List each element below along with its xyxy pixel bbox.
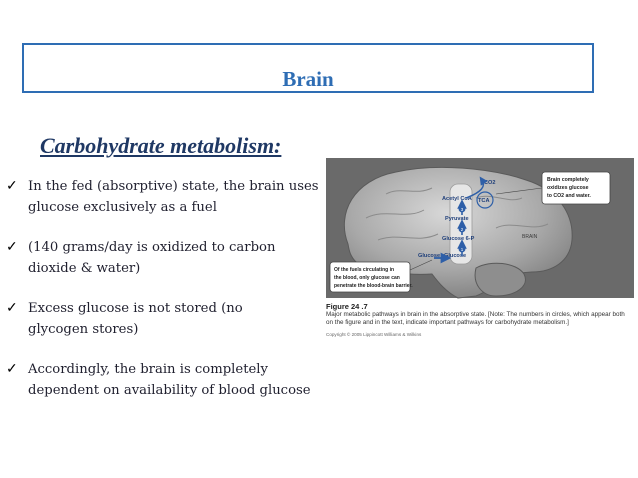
bullet-line: glycogen stores) <box>28 322 139 337</box>
figure-caption-title: Figure 24 .7 <box>326 302 368 311</box>
step-number: 3 <box>460 207 464 212</box>
bullet-item <box>6 298 324 340</box>
checkmark-icon: ✓ <box>6 300 18 316</box>
step-number: 2 <box>460 227 464 232</box>
checkmark-icon: ✓ <box>6 178 18 194</box>
bullet-item <box>6 359 324 401</box>
title-box <box>22 43 594 93</box>
callout-top-line: Brain completely <box>547 177 589 183</box>
bullet-line: (140 grams/day is oxidized to carbon <box>28 240 276 255</box>
bullet-line: dependent on availability of blood glucose <box>28 383 311 398</box>
slide-subtitle: Carbohydrate metabolism: <box>40 133 282 158</box>
acetyl-coa-label: Acetyl CoA <box>442 196 472 202</box>
co2-label: CO2 <box>484 180 496 186</box>
bullet-line: dioxide & water) <box>28 261 141 276</box>
callout-bottom-line: penetrate the blood-brain barrier. <box>334 283 413 289</box>
checkmark-icon: ✓ <box>6 361 18 377</box>
bullet-line: In the fed (absorptive) state, the brain uses <box>28 179 319 194</box>
step-number: 1 <box>460 247 464 252</box>
callout-top-line: oxidizes glucose <box>547 185 589 191</box>
pyruvate-label: Pyruvate <box>445 216 469 222</box>
callout-bottom-line: the blood, only glucose can <box>334 275 400 281</box>
tca-label: TCA <box>478 198 490 204</box>
bullet-list <box>6 176 324 420</box>
brain-label: BRAIN <box>522 234 538 240</box>
slide-title: Brain <box>282 67 334 91</box>
glucose-outer-label: Glucose <box>418 253 441 259</box>
bullet-line: Excess glucose is not stored (no <box>28 301 243 316</box>
cerebellum-shape <box>475 263 525 296</box>
figure-copyright: Copyright © 2005 Lippincott Williams & Wilkins <box>326 332 422 337</box>
callout-bottom-line: Of the fuels circulating in <box>334 267 395 273</box>
bullet-item <box>6 237 324 279</box>
glucose-inner-label: Glucose <box>444 253 467 259</box>
checkmark-icon: ✓ <box>6 239 18 255</box>
bullet-line: Accordingly, the brain is completely <box>28 362 268 377</box>
glucose6p-label: Glucose 6-P <box>442 236 475 242</box>
callout-top-line: to CO2 and water. <box>547 193 591 199</box>
bullet-line: glucose exclusively as a fuel <box>28 200 217 215</box>
bullet-item <box>6 176 324 218</box>
figure-caption-body: Major metabolic pathways in brain in the absorptive state. [Note: The numbers in circles, which appear both on the figure and in the text, indicate important pathways for carbohydrate metabolism.] <box>326 311 625 326</box>
